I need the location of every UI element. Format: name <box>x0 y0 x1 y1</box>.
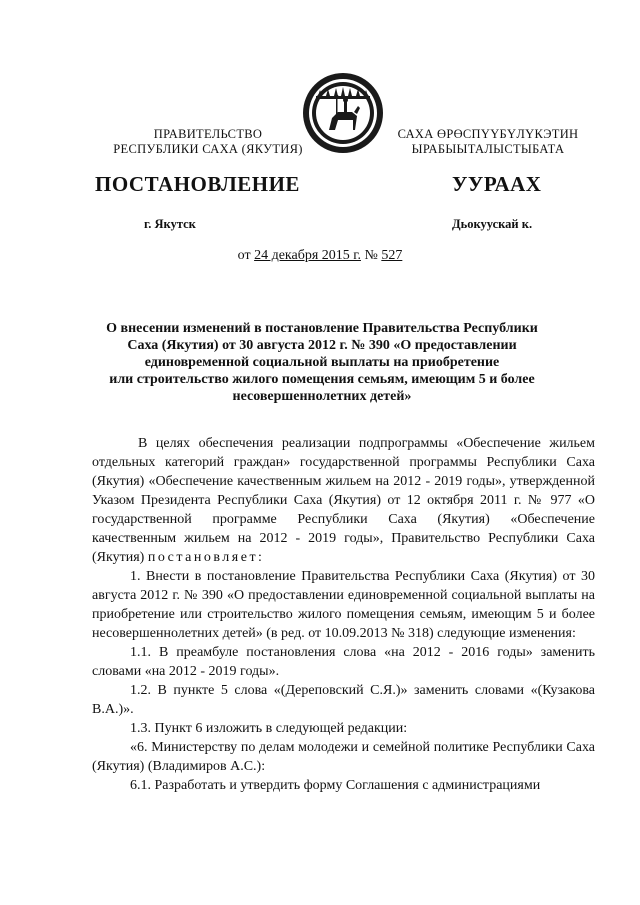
clause-6-1: 6.1. Разработать и утвердить форму Соглашения с администрациями <box>130 778 541 793</box>
government-name-yakut <box>380 127 596 157</box>
government-name-line1: ПРАВИТЕЛЬСТВО <box>153 127 263 141</box>
preamble-paragraph <box>92 434 595 567</box>
resolves-word: постановляет: <box>147 550 265 565</box>
government-name-line2: РЕСПУБЛИКИ САХА (ЯКУТИЯ) <box>113 142 303 156</box>
government-name-yakut-line1: САХА ӨРӨСПҮҮБҮЛҮКЭТИН <box>397 127 579 141</box>
subject-line5: несовершеннолетних детей» <box>232 389 412 404</box>
subject-line4: или строительство жилого помещения семьям, имеющим 5 и более <box>109 372 535 387</box>
subject-line3: единовременной социальной выплаты на приобретение <box>144 355 500 370</box>
document-date: 24 декабря 2015 г. <box>254 248 361 263</box>
document-type-yakut: УУРААХ <box>452 172 542 196</box>
city-russian: г. Якутск <box>144 217 196 231</box>
date-prefix: от <box>237 248 255 263</box>
clause-1-1: 1.1. В преамбуле постановления слова «на 2012 - 2016 годы» заменить словами «на 2012 - 2019 годы». <box>92 645 595 679</box>
number-label: № <box>360 248 382 263</box>
clause-6-quote: «6. Министерству по делам молодежи и семейной политике Республики Саха (Якутия) (Владимиров А.С.): <box>92 740 595 774</box>
city-yakut: Дьокуускай к. <box>452 217 533 231</box>
coat-of-arms-emblem <box>302 72 384 154</box>
document-body <box>92 434 595 795</box>
clause-1: 1. Внести в постановление Правительства Республики Саха (Якутия) от 30 августа 2012 г. № 390 «О предоставлении единовременной социальной выплаты на приобретение или строительство жилого помещения семьям, имеющим 5 и более несовершеннолетних детей» (в ред. от 10.09.2013 № 318) следующие изменения: <box>92 569 595 641</box>
subject-line1: О внесении изменений в постановление Правительства Республики <box>106 321 538 336</box>
preamble-text: В целях обеспечения реализации подпрограммы «Обеспечение жильем отдельных категорий граждан» государственной программы Республики Саха (Якутия) «Обеспечение качественным жильем на 2012 - 2019 годы», утвержденной Указом Президента Республики Саха (Якутия) от 12 октября 2011 г. № 977 «О государственной программе Республики Саха (Якутия) «Обеспечение качественным жильем на 2012 - 2019 годы», Правительство Республики Саха (Якутия) <box>92 436 595 565</box>
document-number: 527 <box>381 248 403 263</box>
document-subject <box>90 320 554 405</box>
document-type-russian: ПОСТАНОВЛЕНИЕ <box>95 172 300 196</box>
government-name-russian <box>110 127 306 157</box>
clause-1-2: 1.2. В пункте 5 слова «(Дереповский С.Я.)» заменить словами «(Кузакова В.А.)». <box>92 683 595 717</box>
clause-1-3: 1.3. Пункт 6 изложить в следующей редакции: <box>130 721 408 736</box>
subject-line2: Саха (Якутия) от 30 августа 2012 г. № 390 «О предоставлении <box>127 338 517 353</box>
document-date-number <box>0 248 640 264</box>
government-name-yakut-line2: ЫРАБЫЫТАЛЫСТЫБАТА <box>411 142 565 156</box>
